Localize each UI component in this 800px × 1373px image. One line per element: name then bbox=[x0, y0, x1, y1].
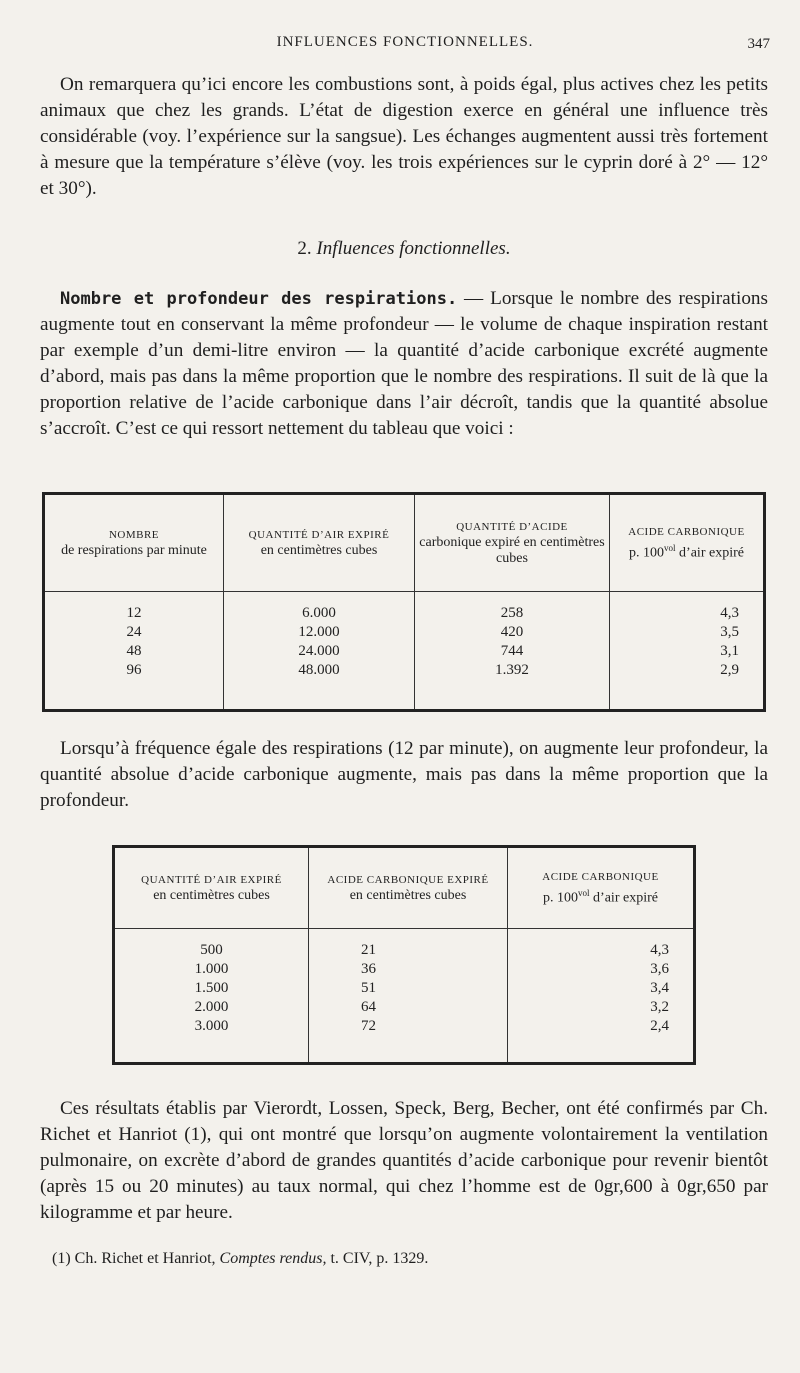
table-cell: 1.392 bbox=[495, 662, 529, 678]
table-cell: 12.000 bbox=[298, 624, 340, 640]
table-cell: 1.000 bbox=[194, 961, 229, 977]
table-cell: 3,5 bbox=[720, 624, 739, 640]
table2-column-3 bbox=[508, 929, 695, 1064]
table2-column-2 bbox=[309, 929, 508, 1064]
table1-column-3 bbox=[415, 592, 610, 711]
table-cell: 6.000 bbox=[302, 605, 336, 621]
table-cell: 3,4 bbox=[650, 980, 669, 996]
footnote-journal: Comptes rendus, bbox=[219, 1250, 327, 1267]
running-header bbox=[40, 34, 770, 58]
table-cell: 3.000 bbox=[194, 1018, 229, 1034]
table-depth bbox=[112, 845, 696, 1065]
table-cell: 3,1 bbox=[720, 643, 739, 659]
table2-header-1: QUANTITÉ D’AIR EXPIRÉ en centimètres cubes bbox=[114, 847, 309, 929]
table-cell: 3,6 bbox=[650, 961, 669, 977]
section-title bbox=[40, 238, 768, 260]
footnote-mark: (1) bbox=[52, 1250, 71, 1267]
table-cell: 24.000 bbox=[298, 643, 340, 659]
table-cell: 258 bbox=[500, 605, 524, 621]
table-cell: 2,9 bbox=[720, 662, 739, 678]
table-cell: 2.000 bbox=[194, 999, 229, 1015]
footnote-ref: t. CIV, p. 1329. bbox=[330, 1250, 429, 1267]
table1-header-3: QUANTITÉ D’ACIDE carbonique expiré en centimètres cubes bbox=[415, 494, 610, 592]
table-cell: 12 bbox=[126, 605, 142, 621]
footnote-authors: Ch. Richet et Hanriot, bbox=[74, 1250, 216, 1267]
section-number: 2. bbox=[297, 238, 312, 259]
table1-header-1: NOMBRE de respirations par minute bbox=[44, 494, 224, 592]
running-title: INFLUENCES FONCTIONNELLES. bbox=[276, 34, 534, 50]
table1-column-4 bbox=[610, 592, 765, 711]
table-cell: 4,3 bbox=[650, 942, 669, 958]
table-cell: 420 bbox=[500, 624, 524, 640]
section-title-text: Influences fonctionnelles. bbox=[316, 238, 511, 259]
table-cell: 24 bbox=[126, 624, 142, 640]
table-cell: 1.500 bbox=[194, 980, 229, 996]
table1-column-2 bbox=[224, 592, 415, 711]
table-cell: 500 bbox=[200, 942, 223, 958]
table-cell: 2,4 bbox=[650, 1018, 669, 1034]
paragraph-lead: Nombre et profondeur des respirations. bbox=[60, 289, 458, 309]
table-cell: 96 bbox=[126, 662, 142, 678]
table2-header-2: ACIDE CARBONIQUE EXPIRÉ en centimètres cubes bbox=[309, 847, 508, 929]
table2-header-3: ACIDE CARBONIQUE p. $100^{vol}$ d’air expiré bbox=[508, 847, 695, 929]
table-cell: 64 bbox=[361, 999, 376, 1015]
table-cell: 3,2 bbox=[650, 999, 669, 1015]
table-cell: 51 bbox=[361, 980, 376, 996]
table-cell: 48.000 bbox=[298, 662, 340, 678]
table2-column-1 bbox=[114, 929, 309, 1064]
table1-header-2: QUANTITÉ D’AIR EXPIRÉ en centimètres cubes bbox=[224, 494, 415, 592]
table-cell: 36 bbox=[361, 961, 376, 977]
table1-header-4: ACIDE CARBONIQUE p. $100^{vol}$ d’air expiré bbox=[610, 494, 765, 592]
table-cell: 744 bbox=[500, 643, 524, 659]
paragraph-respirations bbox=[40, 286, 768, 442]
footnote bbox=[52, 1250, 752, 1268]
table-cell: 72 bbox=[361, 1018, 376, 1034]
paragraph-combustions: On remarquera qu’ici encore les combustions sont, à poids égal, plus actives chez les petits animaux que chez les grands. L’état de digestion exerce en général une influence très considérable (voy. l’expérience sur la sangsue). Les échanges augmentent aussi très fortement à mesure que la température s’élève (voy. les trois expériences sur le cyprin doré à 2° — 12° et 30°). bbox=[40, 74, 768, 199]
table-frequency bbox=[42, 492, 766, 712]
table-cell: 48 bbox=[126, 643, 142, 659]
table1-column-1 bbox=[44, 592, 224, 711]
table-cell: 21 bbox=[361, 942, 376, 958]
paragraph-profondeur: Lorsqu’à fréquence égale des respirations (12 par minute), on augmente leur profondeur, la quantité absolue d’acide carbonique augmente, mais pas dans la même proportion que la profondeur. bbox=[40, 738, 768, 811]
table-cell: 4,3 bbox=[720, 605, 739, 621]
paragraph-results: Ces résultats établis par Vierordt, Lossen, Speck, Berg, Becher, ont été confirmés par Ch. Richet et Hanriot (1), qui ont montré que lorsqu’on augmente volontairement la ventilation pulmonaire, on excrète d’abord de grandes quantités d’acide carbonique pour revenir bientôt (après 15 ou 20 minutes) au taux normal, qui chez l’homme est de 0gr,600 à 0gr,650 par kilogramme et par heure. bbox=[40, 1098, 768, 1223]
page-number: 347 bbox=[747, 36, 770, 52]
paragraph-respirations-text: — Lorsque le nombre des respirations augmente tout en conservant la même profondeur — le volume de chaque inspiration restant par exemple d’un demi-litre environ — la quantité d’acide carbonique excrété augmente d’abord, mais pas dans la même proportion que le nombre des respirations. Il suit de là que la proportion relative de l’acide carbonique dans l’air décroît, tandis que la quantité absolue s’accroît. C’est ce qui ressort nettement du tableau que voici : bbox=[40, 288, 768, 439]
